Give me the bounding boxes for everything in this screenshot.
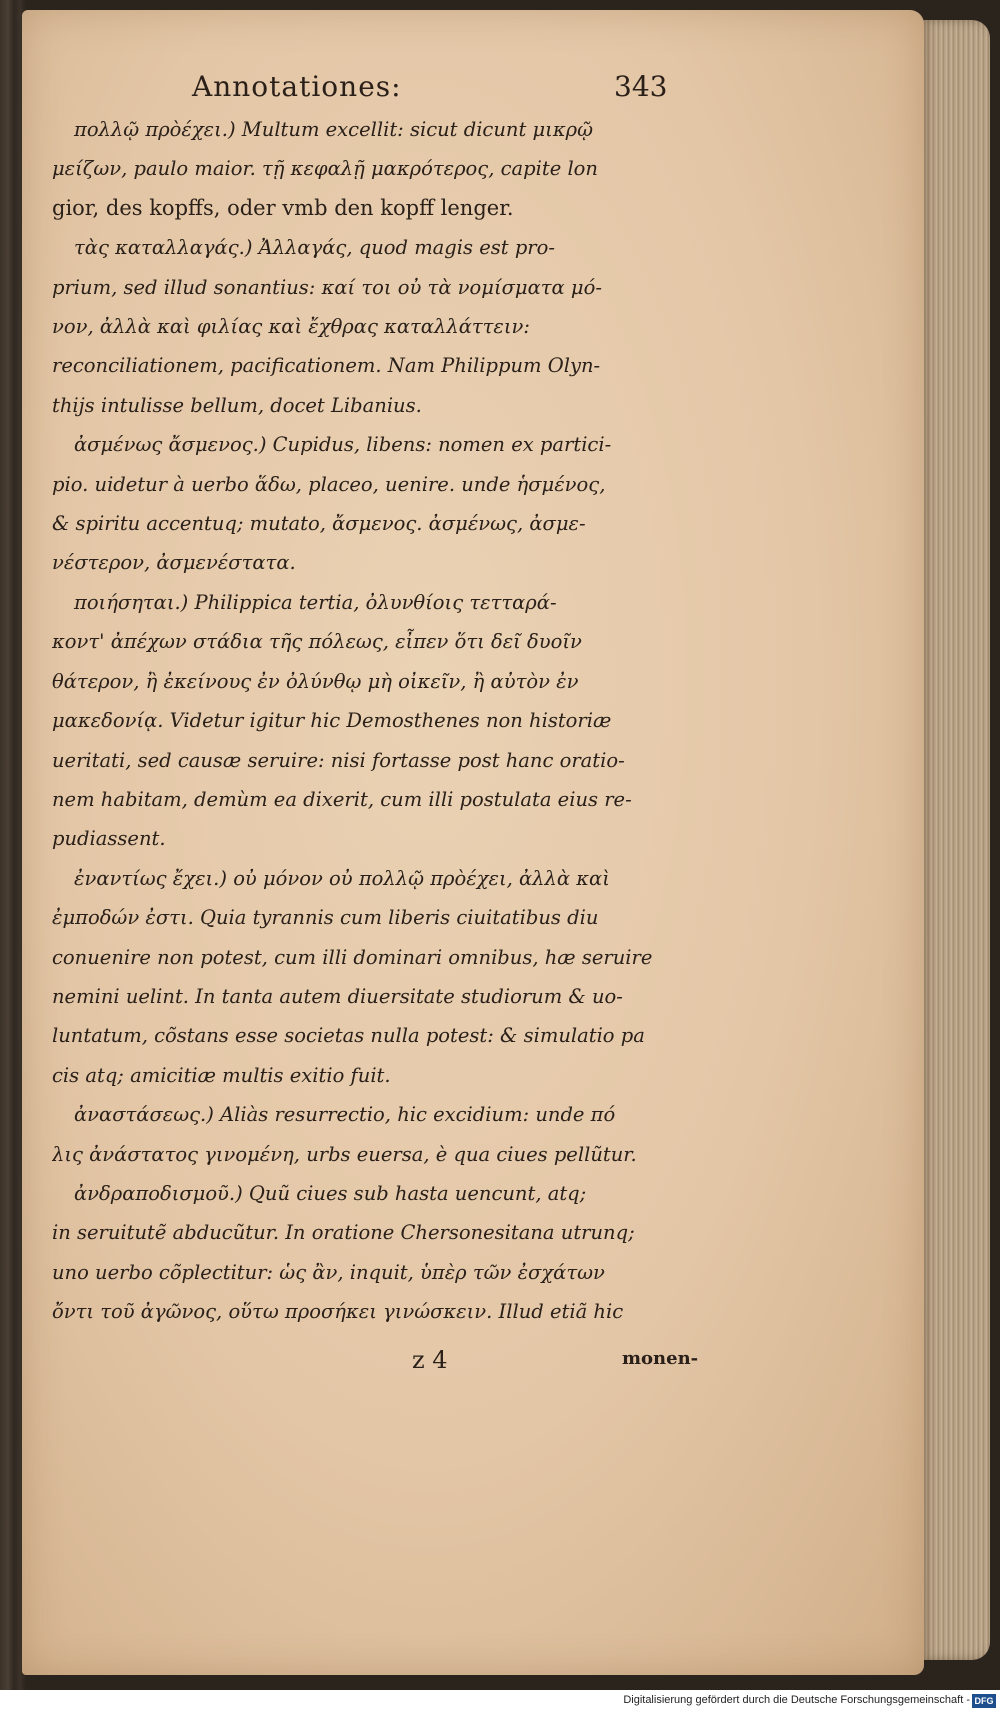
- text-line: ἐμποδών ἐστι. Quia tyrannis cum liberis ciuitatibus diu: [52, 906, 599, 930]
- text-line: ueritati, sed causæ seruire: nisi fortasse post hanc oratio-: [52, 748, 625, 772]
- running-header: [52, 62, 712, 110]
- text-line: νον, ἀλλὰ καὶ φιλίας καὶ ἔχθρας καταλλάττειν:: [52, 315, 530, 339]
- text-line: ὄντι τοῦ ἀγῶνος, οὕτω προσήκει γινώσκειν. Illud etiã hic: [52, 1300, 624, 1324]
- text-line: thijs intulisse bellum, docet Libanius.: [52, 393, 422, 417]
- text-line: gior, des kopffs, oder vmb den kopff lenger.: [52, 195, 514, 220]
- running-title: Annotationes:: [192, 70, 402, 103]
- text-line: cis atq; amicitiæ multis exitio fuit.: [52, 1063, 391, 1087]
- text-block: [52, 62, 712, 1384]
- credit-text: Digitalisierung gefördert durch die Deutsche Forschungsgemeinschaft -: [623, 1694, 970, 1706]
- page-edges: [920, 20, 990, 1660]
- text-line: ἀνδραποδισμοῦ.) Quũ ciues sub hasta uencunt, atq;: [74, 1181, 587, 1205]
- book-page: [22, 10, 924, 1675]
- body-text: [52, 110, 712, 1332]
- text-line: reconciliationem, pacificationem. Nam Philippum Olyn-: [52, 354, 601, 378]
- text-line: ἀναστάσεως.) Aliàs resurrectio, hic excidium: unde πό: [74, 1103, 616, 1127]
- text-line: θάτερον, ἢ ἐκείνους ἐν ὀλύνθῳ μὴ οἰκεῖν, ἢ αὐτὸν ἐν: [52, 669, 579, 693]
- page-footer: [52, 1344, 712, 1384]
- text-line: luntatum, cõstans esse societas nulla potest: & simulatio pa: [52, 1024, 645, 1048]
- text-line: ἀσμένως ἄσμενος.) Cupidus, libens: nomen ex partici-: [74, 433, 612, 457]
- text-line: μείζων, paulo maior. τῇ κεφαλῇ μακρότερος, capite lon: [52, 157, 598, 181]
- text-line: & spiritu accentuq; mutato, ἄσμενος. ἀσμένως, ἀσμε-: [52, 512, 586, 536]
- text-line: νέστερον, ἀσμενέστατα.: [52, 551, 296, 575]
- text-line: λις ἀνάστατος γινομένη, urbs euersa, è qua ciues pellũtur.: [52, 1142, 637, 1166]
- text-line: ποιήσηται.) Philippica tertia, ὀλυνθίοις τετταρά-: [74, 590, 557, 614]
- text-line: pudiassent.: [52, 827, 166, 851]
- text-line: nem habitam, demùm ea dixerit, cum illi postulata eius re-: [52, 787, 632, 811]
- text-line: uno uerbo cõplectitur: ὡς ἂν, inquit, ὑπὲρ τῶν ἐσχάτων: [52, 1260, 605, 1284]
- text-line: in seruitutẽ abducũtur. In oratione Chersonesitana utrunq;: [52, 1221, 635, 1245]
- credit-bar: [0, 1690, 1000, 1715]
- page-number: 343: [614, 70, 668, 103]
- text-line: ἐναντίως ἔχει.) οὐ μόνον οὐ πολλῷ πρὸέχει, ἀλλὰ καὶ: [74, 866, 610, 890]
- signature-mark: z 4: [412, 1345, 448, 1374]
- catchword: monen-: [622, 1347, 699, 1369]
- text-line: τὰς καταλλαγάς.) Ἀλλαγάς, quod magis est pro-: [74, 236, 555, 260]
- text-line: prium, sed illud sonantius: καί τοι οὐ τὰ νομίσματα μό-: [52, 275, 602, 299]
- text-line: pio. uidetur à uerbo ἅδω, placeo, uenire. unde ἡσμένος,: [52, 472, 606, 496]
- text-line: κοντ' ἀπέχων στάδια τῆς πόλεως, εἶπεν ὅτι δεῖ δυοῖν: [52, 630, 582, 654]
- text-line: conuenire non potest, cum illi dominari omnibus, hæ seruire: [52, 945, 653, 969]
- dfg-logo: DFG: [972, 1694, 996, 1708]
- text-line: μακεδονίᾳ. Videtur igitur hic Demosthenes non historiæ: [52, 709, 612, 733]
- text-line: nemini uelint. In tanta autem diuersitate studiorum & uo-: [52, 984, 623, 1008]
- text-line: πολλῷ πρὸέχει.) Multum excellit: sicut dicunt μικρῷ: [74, 118, 593, 141]
